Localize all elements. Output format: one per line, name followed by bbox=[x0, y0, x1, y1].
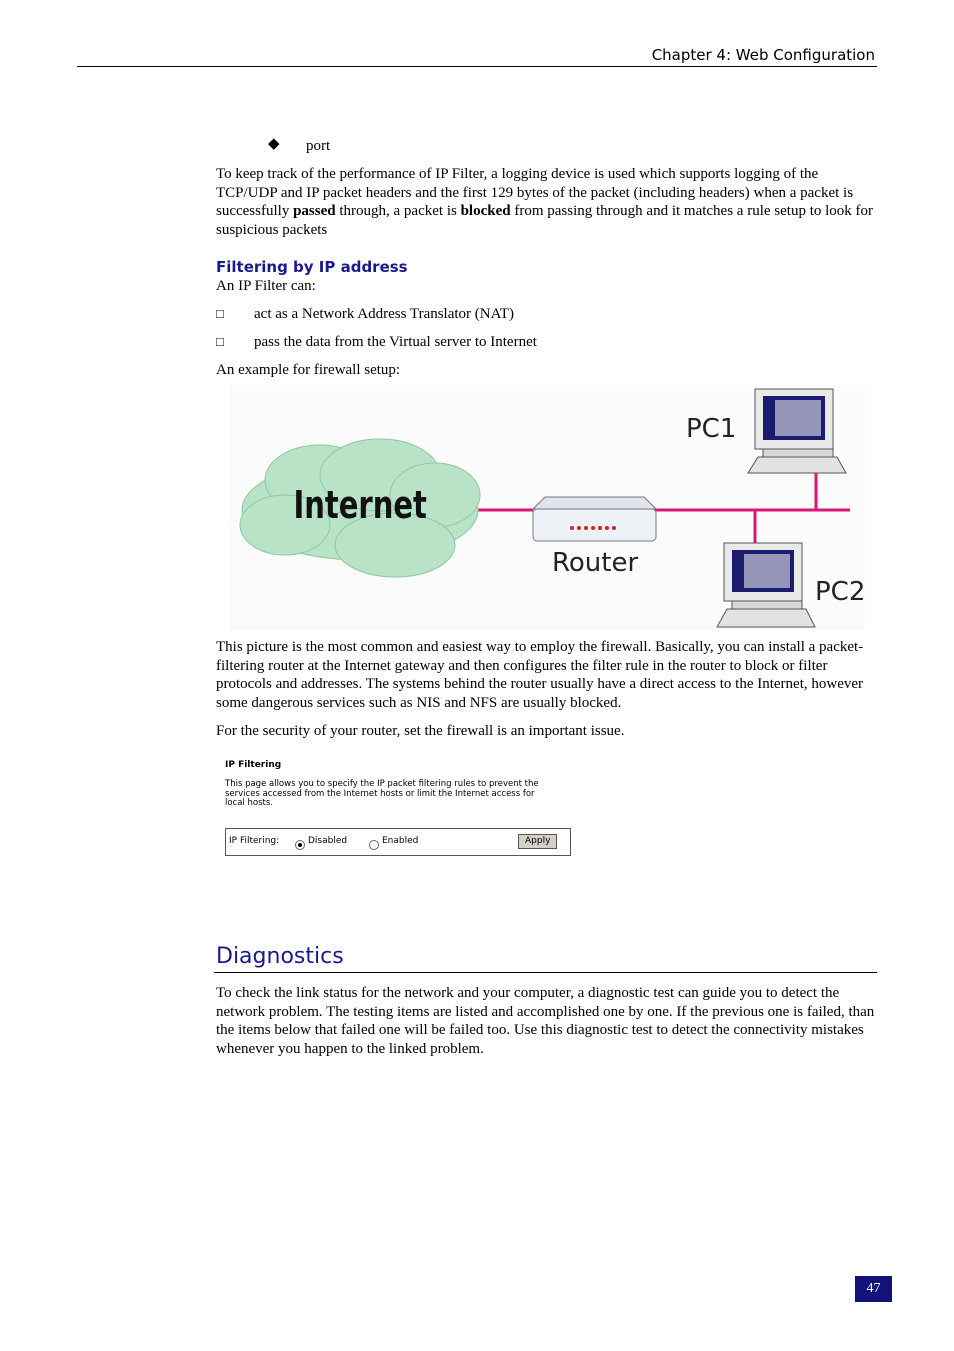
enabled-radio-label: Enabled bbox=[382, 836, 419, 846]
pc1-label: PC1 bbox=[686, 414, 737, 444]
firewall-paragraph: This picture is the most common and easiest way to employ the firewall. Basically, you can install a packet-filtering router at the Internet gateway and then configures the filter rule in the router to block or filter protocols and addresses. The systems behind the router usually have a direct access to the Internet, however some dangerous services such as NIS and NFS are usually blocked. bbox=[216, 639, 864, 711]
list-item: act as a Network Address Translator (NAT) bbox=[254, 306, 514, 322]
apply-button[interactable]: Apply bbox=[518, 834, 557, 849]
diagnostics-paragraph: To check the link status for the network and your computer, a diagnostic test can guide you to detect the network problem. The testing items are listed and accomplished one by one. If the previous one is failed, than the items below that failed one will be failed too. Use this diagnostic test to detect the connectivity mistakes whenever you happen to the linked problem. bbox=[216, 985, 875, 1057]
pc2-computer-icon bbox=[717, 543, 815, 627]
ip-filter-lead: An IP Filter can: bbox=[216, 278, 316, 294]
list-item: pass the data from the Virtual server to Internet bbox=[254, 334, 537, 350]
ip-filtering-panel bbox=[225, 828, 571, 856]
ip-filtering-title: IP Filtering bbox=[225, 760, 282, 770]
pc1-computer-icon bbox=[748, 389, 846, 473]
checkbox-bullet-icon: □ bbox=[216, 306, 224, 321]
diamond-bullet-icon: ◆ bbox=[268, 136, 280, 152]
security-paragraph: For the security of your router, set the firewall is an important issue. bbox=[216, 723, 625, 739]
section-subheading: Filtering by IP address bbox=[216, 258, 408, 276]
ip-filtering-description: This page allows you to specify the IP packet filtering rules to prevent the services accessed from the Internet hosts or limit the Internet access for local hosts. bbox=[225, 779, 539, 808]
running-header: Chapter 4: Web Configuration bbox=[651, 46, 875, 64]
enabled-radio[interactable] bbox=[369, 837, 379, 855]
disabled-radio[interactable] bbox=[295, 837, 305, 855]
firewall-diagram bbox=[230, 385, 865, 630]
checkbox-bullet-icon: □ bbox=[216, 334, 224, 349]
heading-rule bbox=[214, 972, 877, 973]
page-number: 47 bbox=[855, 1276, 892, 1302]
router-label: Router bbox=[552, 548, 639, 578]
example-label: An example for firewall setup: bbox=[216, 362, 401, 378]
header-rule bbox=[77, 66, 877, 67]
internet-label: Internet bbox=[293, 482, 427, 528]
diagnostics-heading: Diagnostics bbox=[216, 944, 344, 969]
ip-filtering-field-label: IP Filtering: bbox=[229, 836, 280, 846]
pc2-label: PC2 bbox=[815, 577, 865, 607]
router-icon bbox=[533, 497, 656, 541]
logging-paragraph: To keep track of the performance of IP Filter, a logging device is used which supports logging of the TCP/UDP and IP packet headers and the first 129 bytes of the packet (including headers) when a packet is successfully passed through, a packet is blocked from passing through and it matches a rule setup to look for suspicious packets bbox=[216, 166, 874, 238]
bullet-text: port bbox=[306, 138, 331, 154]
disabled-radio-label: Disabled bbox=[308, 836, 348, 846]
